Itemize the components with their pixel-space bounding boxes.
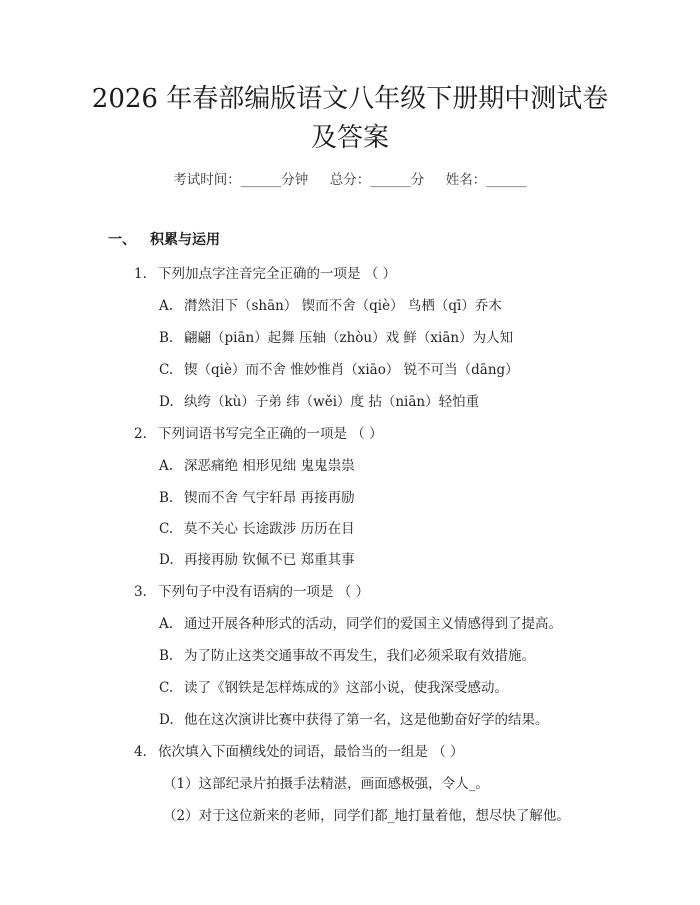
option-label: A. [159,458,174,474]
option-label: A. [159,298,174,314]
q3-option-d [159,708,549,728]
option-label: C. [159,362,174,378]
question-text: 下列词语书写完全正确的一项是 （ ） [158,426,383,442]
option-text: 再接再励 钦佩不已 郑重其事 [184,552,355,568]
section-title: 积累与运用 [150,232,220,248]
q2-option-b [159,486,355,506]
option-label: D. [159,394,174,410]
option-label: C. [159,521,174,537]
question-text: 下列句子中没有语病的一项是 （ ） [158,584,370,600]
q3-option-a [159,612,562,632]
question-3 [134,580,369,600]
q3-option-c [159,676,508,696]
q4-subitem-1: （1）这部纪录片拍摄手法精湛，画面感极强，令人_。 [163,776,489,792]
q1-option-a [159,294,502,314]
option-text: 纨绔（kù）子弟 纬（wěi）度 拈（niān）轻怕重 [184,394,480,410]
section-heading [108,229,220,249]
option-text: 通过开展各种形式的活动，同学们的爱国主义情感得到了提高。 [184,616,562,632]
q2-option-d [159,548,355,568]
option-text: 莫不关心 长途跋涉 历历在目 [184,521,355,537]
option-label: B. [159,330,174,346]
option-label: B. [159,648,174,664]
option-text: 深恶痛绝 相形见绌 鬼鬼祟祟 [184,458,355,474]
q2-option-a [159,454,355,474]
q2-option-c [159,517,355,537]
option-label: B. [159,490,174,506]
question-4 [134,740,464,760]
q1-option-d [159,390,479,410]
exam-title [0,80,700,158]
option-text: 翩翩（piān）起舞 压轴（zhòu）戏 鲜（xiān）为人知 [184,330,514,346]
section-number: 一、 [108,232,136,248]
exam-meta-line: 考试时间：______分钟 总分：______分 姓名：______ [173,172,527,188]
question-2 [134,422,383,442]
option-text: 潸然泪下（shān） 锲而不舍（qiè） 鸟栖（qī）乔木 [184,298,502,314]
q1-option-b [159,326,513,346]
question-number: 1. [134,266,147,282]
option-text: 读了《钢铁是怎样炼成的》这部小说，使我深受感动。 [184,680,508,696]
option-text: 他在这次演讲比赛中获得了第一名，这是他勤奋好学的结果。 [184,712,549,728]
q3-option-b [159,644,535,664]
q4-subitem-2: （2）对于这位新来的老师，同学们都_地打量着他，想尽快了解他。 [163,808,570,824]
option-label: A. [159,616,174,632]
option-label: D. [159,712,174,728]
option-label: D. [159,552,174,568]
question-text: 依次填入下面横线处的词语，最恰当的一组是 （ ） [158,744,464,760]
question-number: 4. [134,744,147,760]
title-line-2: 及答案 [310,123,389,153]
q1-option-c [159,358,519,378]
question-number: 3. [134,584,147,600]
option-text: 为了防止这类交通事故不再发生，我们必须采取有效措施。 [184,648,535,664]
question-1 [134,262,396,282]
question-number: 2. [134,426,147,442]
option-text: 锲而不舍 气宇轩昂 再接再励 [184,490,355,506]
option-label: C. [159,680,174,696]
question-text: 下列加点字注音完全正确的一项是 （ ） [158,266,397,282]
title-line-1: 2026 年春部编版语文八年级下册期中测试卷 [91,84,609,114]
option-text: 锲（qiè）而不舍 惟妙惟肖（xiāo） 锐不可当（dāng） [184,362,519,378]
